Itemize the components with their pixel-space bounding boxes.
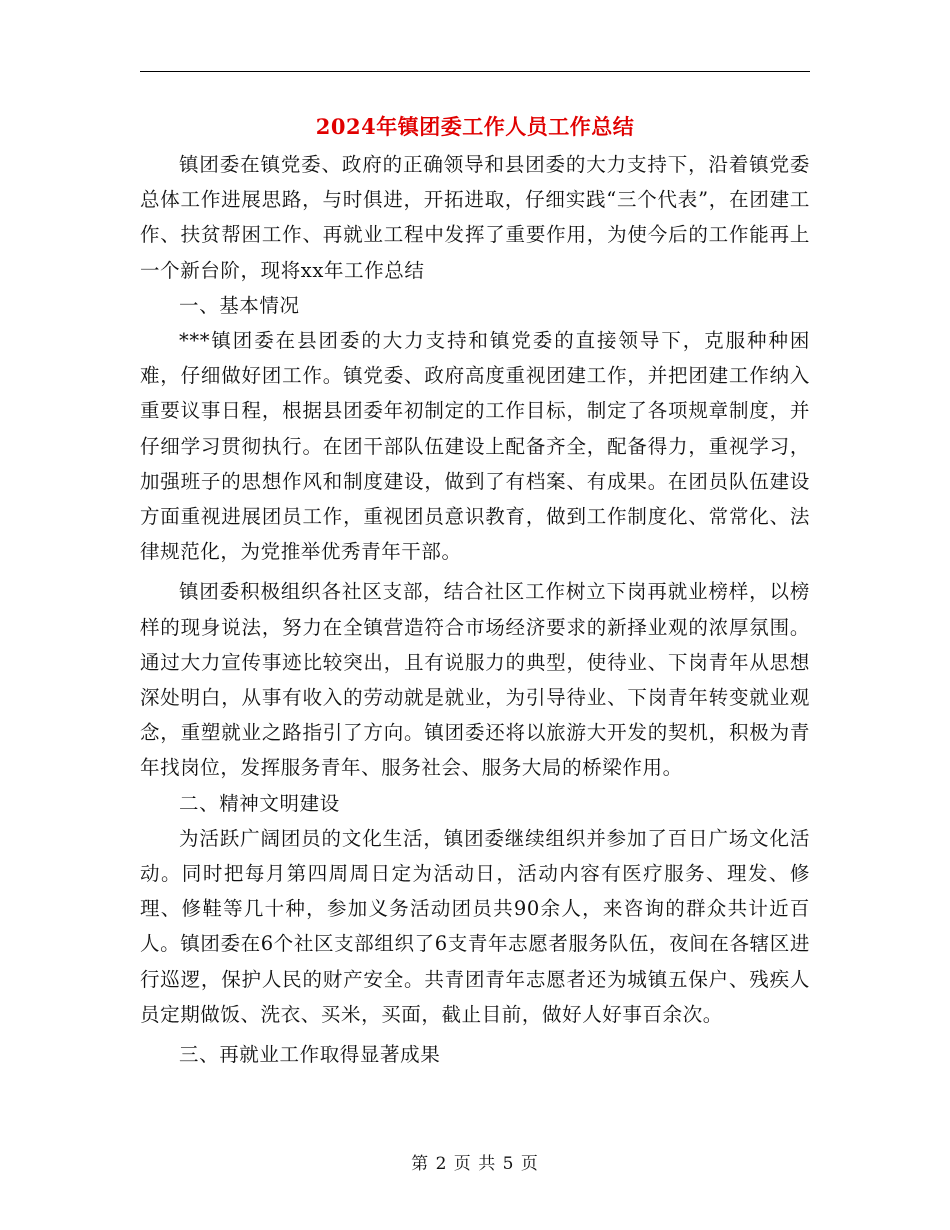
document-title: 2024年镇团委工作人员工作总结 bbox=[315, 114, 635, 139]
section-heading-spiritual-civilization: 二、精神文明建设 bbox=[179, 791, 340, 815]
paragraph-basic-situation: ***镇团委在县团委的大力支持和镇党委的直接领导下，克服种种困难，仔细做好团工作。镇党委、政府高度重视团建工作，并把团建工作纳入重要议事日程，根据县团委年初制定的工作目标，制定了各项规章制度，并仔细学习贯彻执行。在团干部队伍建设上配备齐全，配备得力，重视学习，加强班子的思想作风和制度建设，做到了有档案、有成果。在团员队伍建设方面重视进展团员工作，重视团员意识教育，做到工作制度化、常常化、法律规范化，为党推举优秀青年干部。 bbox=[140, 329, 810, 564]
header-rule bbox=[140, 71, 810, 72]
document-body bbox=[140, 147, 810, 1072]
page-number: 第 2 页 共 5 页 bbox=[411, 1154, 539, 1174]
paragraph-intro: 镇团委在镇党委、政府的正确领导和县团委的大力支持下，沿着镇党委总体工作进展思路，与时俱进，开拓进取，仔细实践“三个代表”，在团建工作、扶贫帮困工作、再就业工程中发挥了重要作用，为使今后的工作能再上一个新台阶，现将xx年工作总结 bbox=[140, 153, 810, 282]
paragraph-reemployment-role-models: 镇团委积极组织各社区支部，结合社区工作树立下岗再就业榜样，以榜样的现身说法，努力在全镇营造符合市场经济要求的新择业观的浓厚氛围。通过大力宣传事迹比较突出，且有说服力的典型，使待业、下岗青年从思想深处明白，从事有收入的劳动就是就业，为引导待业、下岗青年转变就业观念，重塑就业之路指引了方向。镇团委还将以旅游大开发的契机，积极为青年找岗位，发挥服务青年、服务社会、服务大局的桥梁作用。 bbox=[140, 580, 810, 780]
section-heading-basic-situation: 一、基本情况 bbox=[179, 293, 300, 317]
section-heading-reemployment: 三、再就业工作取得显著成果 bbox=[179, 1043, 441, 1067]
paragraph-cultural-activities: 为活跃广阔团员的文化生活，镇团委继续组织并参加了百日广场文化活动。同时把每月第四周周日定为活动日，活动内容有医疗服务、理发、修理、修鞋等几十种，参加义务活动团员共90余人，来咨询的群众共计近百人。镇团委在6个社区支部组织了6支青年志愿者服务队伍，夜间在各辖区进行巡逻，保护人民的财产安全。共青团青年志愿者还为城镇五保户、残疾人员定期做饭、洗衣、买米，买面，截止目前，做好人好事百余次。 bbox=[140, 826, 810, 1026]
